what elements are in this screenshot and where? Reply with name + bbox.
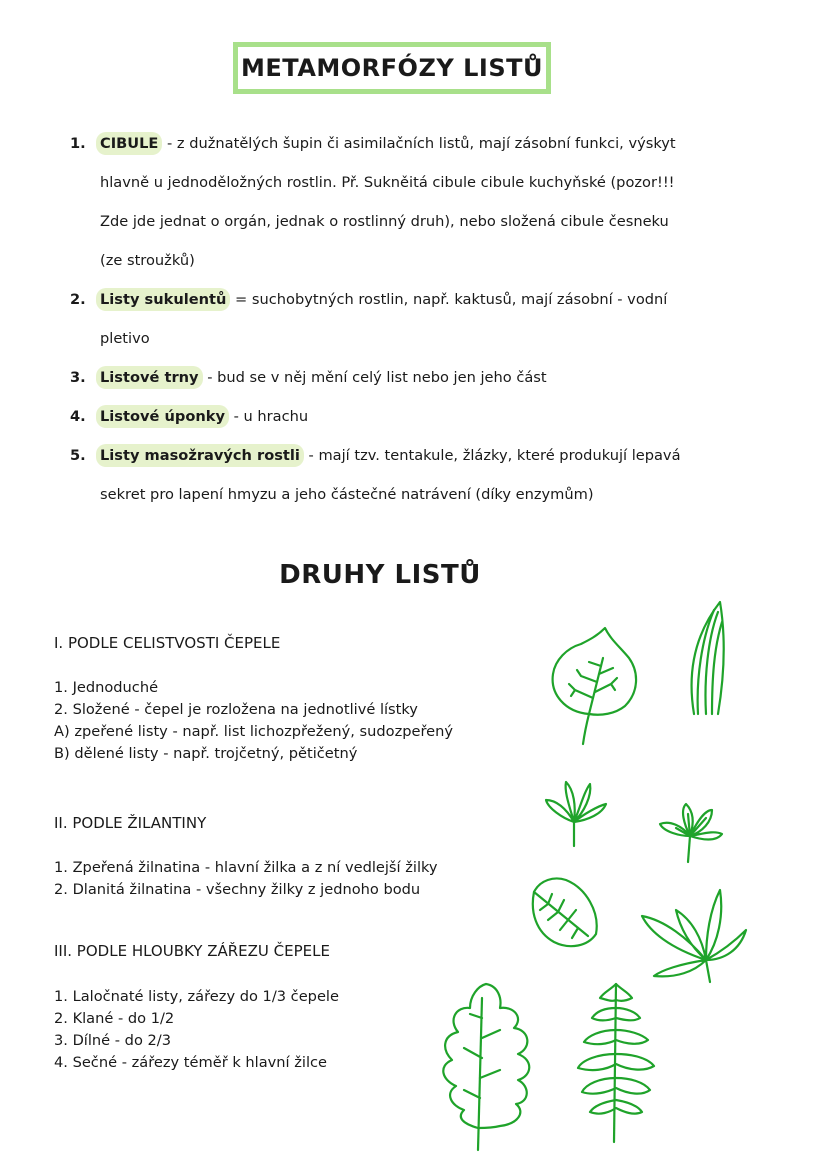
- item-continuation: (ze stroužků): [100, 252, 195, 269]
- highlighted-term: Listy masožravých rostli: [96, 444, 304, 467]
- item-number: 3.: [70, 369, 86, 386]
- round-pinnate-leaf-icon: [526, 872, 602, 952]
- spiky-rosette-icon: [640, 876, 750, 986]
- list-item: 4. Sečné - zářezy téměř k hlavní žilce: [54, 1054, 328, 1071]
- section-list: [54, 986, 339, 1074]
- heart-leaf-icon: [545, 622, 645, 747]
- item-text: - z dužnatělých šupin či asimilačních listů, mají zásobní funkci, výskyt: [162, 135, 676, 152]
- item-number: 1.: [70, 135, 86, 152]
- item-continuation: hlavně u jednoděložných rostlin. Př. Sukněitá cibule cibule kuchyňské (pozor!!!: [100, 174, 675, 191]
- list-item: [70, 397, 730, 436]
- list-item: [70, 280, 730, 358]
- highlighted-term: Listy sukulentů: [96, 288, 230, 311]
- list-item: 2. Dlanitá žilnatina - všechny žilky z jednoho bodu: [54, 881, 421, 898]
- item-number: 2.: [70, 291, 86, 308]
- section-list: [54, 677, 453, 765]
- list-item: 3. Dílné - do 2/3: [54, 1032, 171, 1049]
- list-item: [70, 436, 730, 514]
- section-title: DRUHY LISTŮ: [279, 560, 481, 590]
- highlighted-term: Listové úponky: [96, 405, 229, 428]
- oak-leaf-icon: [434, 978, 538, 1152]
- section-heading: II. PODLE ŽILANTINY: [54, 814, 207, 832]
- grass-leaf-icon: [684, 598, 730, 718]
- section-heading: III. PODLE HLOUBKY ZÁŘEZU ČEPELE: [54, 942, 330, 960]
- list-item: 2. Složené - čepel je rozložena na jednotlivé lístky: [54, 701, 418, 718]
- list-item: 1. Zpeřená žilnatina - hlavní žilka a z ní vedlejší žilky: [54, 859, 438, 876]
- item-text: - u hrachu: [228, 408, 309, 425]
- item-continuation: pletivo: [100, 330, 150, 347]
- section-list: [54, 857, 438, 901]
- item-text: = suchobytných rostlin, např. kaktusů, mají zásobní - vodní: [230, 291, 668, 308]
- item-continuation: Zde jde jednat o orgán, jednak o rostlinný druh), nebo složená cibule česneku: [100, 213, 669, 230]
- list-item: 2. Klané - do 1/2: [54, 1010, 175, 1027]
- item-number: 5.: [70, 447, 86, 464]
- item-text: - mají tzv. tentakule, žlázky, které produkují lepavá: [303, 447, 681, 464]
- list-item: A) zpeřené listy - např. list lichozpřežený, sudozpeřený: [54, 723, 454, 740]
- small-palmate-leaf-icon: [656, 800, 726, 866]
- list-item: 1. Jednoduché: [54, 679, 159, 696]
- fern-leaf-icon: [570, 978, 660, 1144]
- list-item: B) dělené listy - např. trojčetný, pětičetný: [54, 745, 358, 762]
- fan-leaf-icon: [540, 778, 612, 850]
- section-heading: I. PODLE CELISTVOSTI ČEPELE: [54, 634, 281, 652]
- item-number: 4.: [70, 408, 86, 425]
- page-title: METAMORFÓZY LISTŮ: [233, 42, 551, 94]
- list-item: 1. Laločnaté listy, zářezy do 1/3 čepele: [54, 988, 339, 1005]
- metamorphoses-list: [70, 124, 730, 514]
- highlighted-term: CIBULE: [96, 132, 162, 155]
- list-item: [70, 358, 730, 397]
- highlighted-term: Listové trny: [96, 366, 203, 389]
- item-text: - bud se v něj mění celý list nebo jen jeho část: [202, 369, 547, 386]
- item-continuation: sekret pro lapení hmyzu a jeho částečné natrávení (díky enzymům): [100, 486, 594, 503]
- list-item: [70, 124, 730, 280]
